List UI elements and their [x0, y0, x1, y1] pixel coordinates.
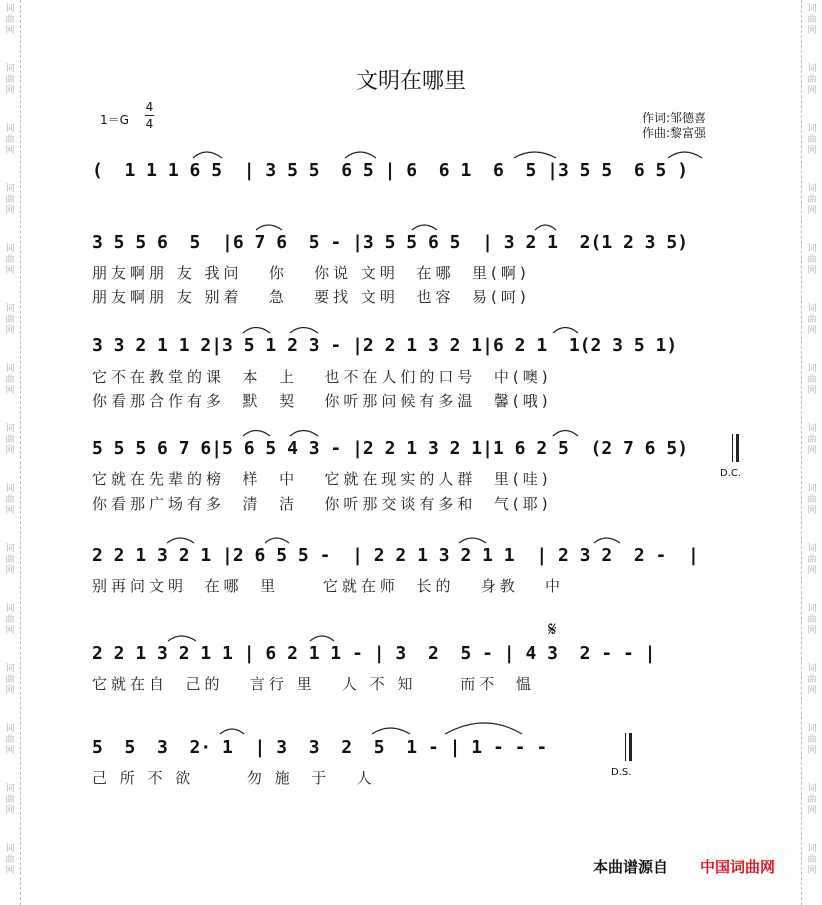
watermark-glyphs: 词 曲 网 [5, 64, 15, 96]
source-label: 本曲谱源自 [593, 858, 669, 876]
watermark-glyphs: 词 曲 网 [807, 664, 817, 696]
slur [193, 152, 222, 158]
notes-row-7: 5 5 3 2· 1 | 3 3 2 5 1 - | 1 - - - [92, 737, 548, 758]
slur [256, 225, 282, 230]
watermark-glyphs: 词 曲 网 [807, 64, 817, 96]
song-title: 文明在哪里 [355, 69, 466, 94]
watermark-glyphs: 词 曲 网 [5, 784, 15, 816]
watermark-glyphs: 词 曲 网 [5, 244, 15, 276]
watermark-glyphs: 词 曲 网 [807, 184, 817, 216]
lyrics-row-3-verse-1: 它不在教堂的课 本 上 也不在人们的口号 中(噢) [92, 368, 552, 386]
lyrics-row-6: 它就在自 己的 言行 里 人 不 知 而不 愠 [92, 675, 535, 693]
watermark-glyphs: 词 曲 网 [807, 244, 817, 276]
slur [220, 729, 244, 734]
watermark-glyphs: 词 曲 网 [5, 604, 15, 636]
watermark-glyphs: 词 曲 网 [5, 664, 15, 696]
watermark-glyphs: 词 曲 网 [807, 124, 817, 156]
notes-row-2: 3 5 5 6 5 |6 7 6 5 - |3 5 5 6 5 | 3 2 1 2(1 2 3 5) [92, 232, 689, 253]
lyrics-row-7: 己 所 不 欲 勿 施 于 人 [92, 769, 376, 787]
watermark-glyphs: 词 曲 网 [5, 124, 15, 156]
watermark-glyphs: 词 曲 网 [5, 364, 15, 396]
watermark-glyphs: 词 曲 网 [5, 844, 15, 876]
notes-row-6: 2 2 1 3 2 1 1 | 6 2 1 1 - | 3 2 5 - | 4 3 2 - - | [92, 643, 656, 664]
watermark-glyphs: 词 曲 网 [807, 724, 817, 756]
slur [514, 152, 556, 158]
watermark-glyphs: 词 曲 网 [5, 424, 15, 456]
slur [290, 328, 318, 334]
watermark-glyphs: 词 曲 网 [5, 724, 15, 756]
slur [243, 328, 270, 334]
lyrics-row-3-verse-2: 你看那合作有多 默 契 你听那问候有多温 馨(哦) [92, 392, 552, 410]
ds-mark: D.S. [611, 767, 632, 778]
time-signature-bottom: 4 [145, 117, 154, 131]
source-brand: 中国词曲网 [700, 858, 776, 876]
key-signature: 1＝G [100, 113, 129, 127]
slur [345, 152, 376, 158]
slur [290, 431, 318, 437]
lyrics-row-5: 别再问文明 在哪 里 它就在师 长的 身教 中 [92, 577, 565, 595]
slur [243, 431, 270, 437]
slur [553, 328, 578, 334]
watermark-glyphs: 词 曲 网 [807, 304, 817, 336]
watermark-glyphs: 词 曲 网 [807, 784, 817, 816]
slur [167, 538, 194, 543]
slur [535, 225, 556, 230]
slur [553, 431, 578, 437]
watermark-glyphs: 词 曲 网 [807, 844, 817, 876]
watermark-glyphs: 词 曲 网 [5, 304, 15, 336]
slur [594, 538, 620, 543]
lyrics-row-4-verse-2: 你看那广场有多 清 洁 你听那交谈有多和 气(耶) [92, 495, 552, 513]
lyrics-row-2-verse-2: 朋友啊朋 友 别着 急 要找 文明 也容 易(呵) [92, 288, 530, 306]
dc-mark: D.C. [720, 468, 742, 479]
slur [372, 728, 410, 734]
notes-row-3: 3 3 2 1 1 2|3 5 1 2 3 - |2 2 1 3 2 1|6 2 1 1(2 3 5 1) [92, 335, 678, 356]
watermark-glyphs: 词 曲 网 [5, 544, 15, 576]
slur [310, 636, 334, 641]
segno-mark: 𝄋 [548, 617, 557, 641]
notes-row-4: 5 5 5 6 7 6|5 6 5 4 3 - |2 2 1 3 2 1|1 6 2 5 (2 7 6 5) [92, 438, 689, 459]
lyricist-credit: 作词:邹德喜 [642, 111, 707, 125]
slur [265, 538, 289, 543]
slur [168, 636, 196, 641]
watermark-glyphs: 词 曲 网 [807, 424, 817, 456]
composer-credit: 作曲:黎富强 [642, 126, 707, 140]
lyrics-row-2-verse-1: 朋友啊朋 友 我问 你 你说 文明 在哪 里(啊) [92, 264, 530, 282]
slur [668, 152, 702, 158]
notes-row-1: ( 1 1 1 6 5 | 3 5 5 6 5 | 6 6 1 6 5 |3 5 5 6 5 ) [92, 160, 689, 181]
time-signature-top: 4 [145, 100, 154, 114]
watermark-glyphs: 词 曲 网 [807, 364, 817, 396]
watermark-glyphs: 词 曲 网 [807, 544, 817, 576]
watermark-glyphs: 词 曲 网 [5, 184, 15, 216]
watermark-glyphs: 词 曲 网 [5, 4, 15, 36]
slur [459, 538, 486, 543]
watermark-glyphs: 词 曲 网 [807, 604, 817, 636]
watermark-glyphs: 词 曲 网 [807, 4, 817, 36]
lyrics-row-4-verse-1: 它就在先辈的榜 样 中 它就在现实的人群 里(哇) [92, 470, 552, 488]
watermark-glyphs: 词 曲 网 [5, 484, 15, 516]
slur [445, 723, 522, 734]
slur [412, 225, 437, 230]
notes-row-5: 2 2 1 3 2 1 |2 6 5 5 - | 2 2 1 3 2 1 1 | 2 3 2 2 - | [92, 545, 699, 566]
watermark-glyphs: 词 曲 网 [807, 484, 817, 516]
